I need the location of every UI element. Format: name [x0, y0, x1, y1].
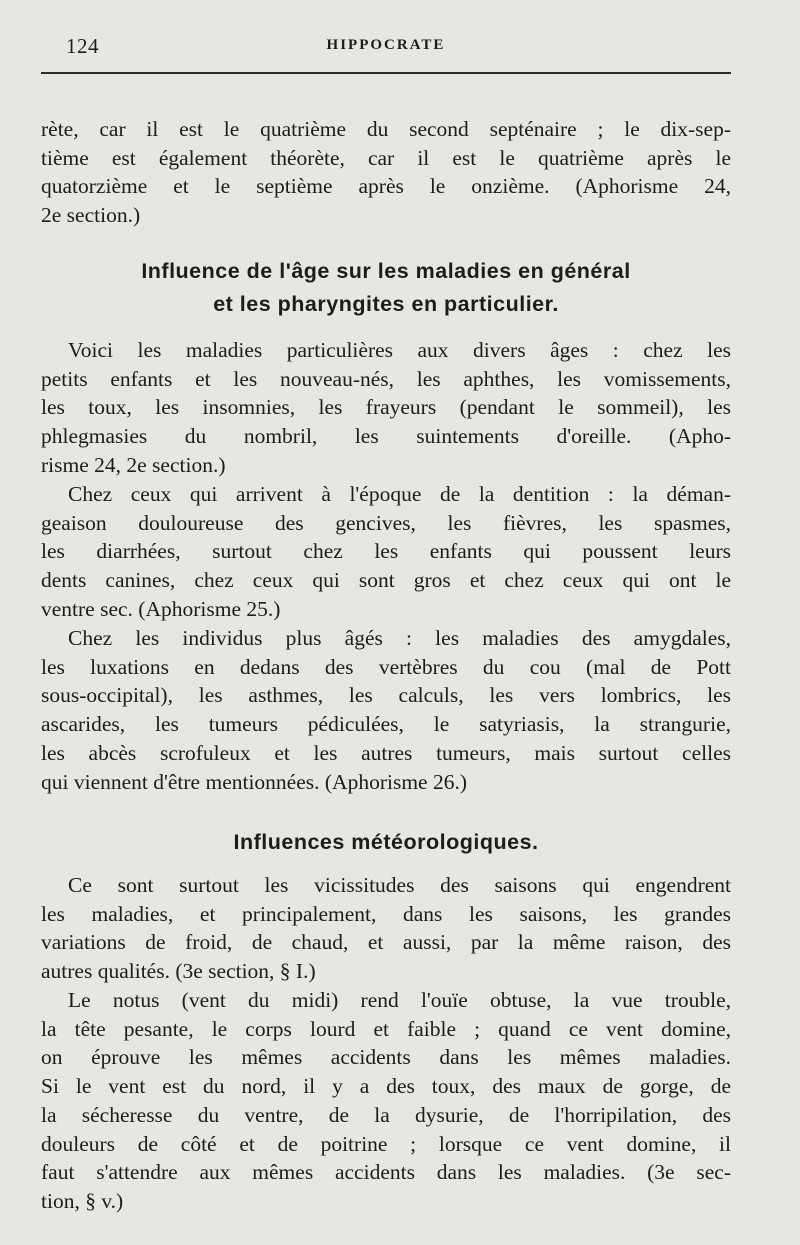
para-ages-line: phlegmasies du nombril, les suintements d'oreille. (Apho- [41, 424, 731, 449]
page-number: 124 [66, 34, 99, 58]
para-seasons-line: Ce sont surtout les vicissitudes des saisons qui engendrent [68, 873, 731, 897]
para-seasons-line: autres qualités. (3e section, § I.) [41, 959, 316, 984]
para-seasons-line: variations de froid, de chaud, et aussi, par la même raison, des [41, 930, 731, 955]
running-title: HIPPOCRATE [326, 37, 446, 53]
intro-line: quatorzième et le septième après le onzième. (Aphorisme 24, [41, 174, 731, 198]
para-winds-line: douleurs de côté et de poitrine ; lorsque ce vent domine, il [41, 1131, 731, 1156]
para-winds-line: Le notus (vent du midi) rend l'ouïe obtuse, la vue trouble, [68, 988, 731, 1012]
intro-line: rète, car il est le quatrième du second septénaire ; le dix-sep- [41, 117, 731, 141]
para-older-line: qui viennent d'être mentionnées. (Aphorisme 26.) [41, 769, 468, 794]
para-dentition-line: Chez ceux qui arrivent à l'époque de la dentition : la déman- [68, 482, 731, 506]
section-heading-meteorological: Influences météorologiques. [233, 830, 539, 854]
para-ages-line: petits enfants et les nouveau-nés, les aphthes, les vomissements, [41, 366, 731, 391]
para-seasons-line: les maladies, et principalement, dans les saisons, les grandes [41, 901, 731, 926]
intro-line: tième est également théorète, car il est le quatrième après le [41, 145, 731, 170]
intro-line: 2e section.) [41, 202, 141, 227]
para-dentition-line: dents canines, chez ceux qui sont gros et chez ceux qui ont le [41, 568, 731, 593]
running-header [41, 34, 731, 68]
para-older-line: les abcès scrofuleux et les autres tumeurs, mais surtout celles [41, 740, 731, 765]
para-dentition-line: ventre sec. (Aphorisme 25.) [41, 596, 281, 621]
para-winds-line: tion, § v.) [41, 1188, 124, 1213]
para-ages-line: risme 24, 2e section.) [41, 452, 226, 477]
header-rule [41, 72, 731, 74]
section-heading-age-line-2: et les pharyngites en particulier. [213, 292, 559, 316]
para-winds-line: la tête pesante, le corps lourd et faible ; quand ce vent domine, [41, 1016, 731, 1041]
section-heading-age: Influence de l'âge sur les maladies en général [141, 259, 631, 283]
para-older-line: ascarides, les tumeurs pédiculées, le satyriasis, la strangurie, [41, 712, 731, 737]
para-winds-line: la sécheresse du ventre, de la dysurie, de l'horripilation, des [41, 1102, 731, 1127]
para-winds-line: faut s'attendre aux mêmes accidents dans les maladies. (3e sec- [41, 1160, 731, 1185]
para-winds-line: Si le vent est du nord, il y a des toux, des maux de gorge, de [41, 1074, 731, 1099]
para-ages-line: Voici les maladies particulières aux divers âges : chez les [68, 338, 731, 362]
para-older-line: les luxations en dedans des vertèbres du cou (mal de Pott [41, 654, 731, 679]
para-older-line: Chez les individus plus âgés : les maladies des amygdales, [68, 626, 731, 650]
para-dentition-line: les diarrhées, surtout chez les enfants qui poussent leurs [41, 539, 731, 564]
para-winds-line: on éprouve les mêmes accidents dans les mêmes maladies. [41, 1045, 731, 1070]
para-older-line: sous-occipital), les asthmes, les calculs, les vers lombrics, les [41, 683, 731, 708]
para-ages-line: les toux, les insomnies, les frayeurs (pendant le sommeil), les [41, 395, 731, 420]
para-dentition-line: geaison douloureuse des gencives, les fièvres, les spasmes, [41, 510, 731, 535]
